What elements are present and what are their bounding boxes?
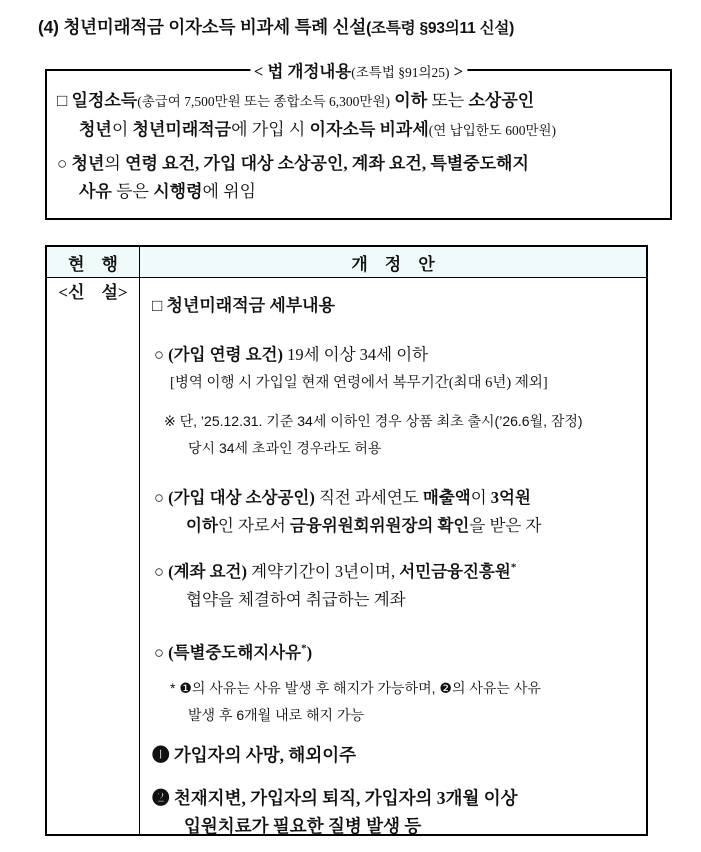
- text-segment: (연 납입한도 600만원): [428, 123, 557, 138]
- text-segment: (가입 연령 요건): [168, 345, 283, 364]
- small-business-requirement-line-1: [154, 484, 646, 511]
- text-segment: 청년미래적금 세부내용: [166, 296, 336, 315]
- small-business-requirement-line-2: [186, 512, 646, 539]
- income-condition-line-1: [57, 87, 662, 116]
- page-title-ref: (조특령 §93의11 신설): [366, 20, 515, 37]
- termination-reason-2-line-1: [152, 785, 646, 812]
- text-segment: 에 가입 시: [231, 120, 310, 139]
- page-title-main: (4) 청년미래적금 이자소득 비과세 특례 신설: [38, 17, 367, 37]
- text-segment: 이하: [390, 91, 428, 110]
- square-bullet-icon: □: [152, 296, 167, 315]
- text-segment: 이: [111, 120, 133, 139]
- text-segment: 연령 요건, 가입 대상 소상공인, 계좌 요건, 특별중도해지: [125, 154, 529, 173]
- account-requirement-line-1: [154, 558, 646, 585]
- circled-2-icon: ❷: [152, 788, 174, 808]
- circled-1-icon: ❶: [152, 745, 174, 765]
- text-segment: 서민금융진흥원: [399, 562, 511, 581]
- income-condition-line-2: [79, 116, 662, 145]
- text-segment: 일정소득: [71, 91, 138, 110]
- law-box-title: [250, 58, 467, 82]
- legend-open-bracket: <: [253, 62, 268, 81]
- current-cell: <신 설>: [46, 278, 140, 836]
- comparison-table: [45, 245, 648, 836]
- military-service-note: [병역 이행 시 가입일 현재 연령에서 복무기간(최대 6년) 제외]: [170, 375, 548, 391]
- text-segment: 등은: [111, 182, 154, 201]
- text-segment: (가입 대상 소상공인): [168, 488, 315, 507]
- age-exception-note-line-1: ※ 단, ’25.12.31. 기준 34세 이하인 경우 상품 최초 출시(’26.6월, 잠정): [164, 413, 583, 429]
- text-segment: (계좌 요건): [168, 562, 247, 581]
- asterisk-superscript: *: [301, 642, 307, 655]
- text-segment: 에 위임: [202, 182, 257, 201]
- text-segment: 19세 이상 34세 이하: [282, 345, 429, 364]
- circle-bullet-icon: ○: [154, 488, 169, 507]
- circle-bullet-icon: ○: [154, 345, 169, 364]
- text-segment: 시행령: [153, 182, 203, 201]
- delegation-line-2: [79, 178, 662, 206]
- special-termination-heading: [154, 639, 646, 666]
- text-segment: 청년미래적금: [132, 120, 232, 139]
- revised-column-header: 개 정 안: [140, 246, 648, 278]
- account-requirement-line-2: 협약을 체결하여 취급하는 계좌: [186, 590, 406, 609]
- age-exception-note-line-2: 당시 34세 초과인 경우라도 허용: [188, 440, 382, 456]
- text-segment: 을 받은 자: [469, 516, 542, 535]
- text-segment: 3억원: [490, 488, 531, 507]
- text-segment: 인 자로서: [217, 516, 290, 535]
- text-segment: 또는: [427, 91, 469, 110]
- text-segment: 이: [470, 488, 491, 507]
- termination-reason-1: [152, 742, 646, 769]
- text-segment: (총급여 7,500만원 또는 종합소득 6,300만원): [137, 94, 391, 109]
- text-segment: 청년: [71, 154, 105, 173]
- delegation-line-1: [57, 150, 662, 178]
- text-segment: 의: [104, 154, 126, 173]
- current-column-header: 현 행: [46, 246, 140, 278]
- legend-close-bracket: >: [449, 62, 464, 81]
- termination-reason-2-line-2: 입원치료가 필요한 질병 발생 등: [184, 816, 422, 836]
- text-segment: ): [306, 643, 313, 662]
- text-segment: 매출액: [422, 488, 471, 507]
- detail-heading: [152, 292, 646, 319]
- text-segment: 이자소득 비과세: [309, 120, 429, 139]
- text-segment: 직전 과세연도: [314, 488, 423, 507]
- table-body-row: [46, 278, 647, 836]
- circle-bullet-icon: ○: [154, 562, 169, 581]
- legend-law-ref: (조특법 §91의25): [351, 65, 450, 80]
- termination-footnote-line-2: 발생 후 6개월 내로 해지 가능: [188, 707, 364, 723]
- text-segment: 계약기간이 3년이며,: [246, 562, 400, 581]
- text-segment: 청년: [79, 120, 112, 139]
- law-amendment-box: [45, 62, 672, 220]
- age-requirement: [154, 341, 646, 368]
- text-segment: 사유: [79, 182, 112, 201]
- text-segment: 이하: [186, 516, 218, 535]
- text-segment: 소상공인: [468, 91, 535, 110]
- asterisk-superscript: *: [510, 561, 517, 574]
- text-segment: 가입자의 사망, 해외이주: [173, 745, 357, 765]
- table-header-row: [46, 246, 647, 278]
- revised-cell: [140, 278, 648, 836]
- page-title: [38, 14, 701, 39]
- legend-title: 법 개정내용: [267, 62, 352, 81]
- square-bullet-icon: □: [57, 91, 72, 110]
- circle-bullet-icon: ○: [154, 643, 169, 662]
- circle-bullet-icon: ○: [57, 154, 72, 173]
- text-segment: (특별중도해지사유: [168, 643, 302, 662]
- text-segment: 금융위원회위원장의 확인: [289, 516, 470, 535]
- text-segment: 천재지변, 가입자의 퇴직, 가입자의 3개월 이상: [173, 788, 518, 808]
- termination-footnote-line-1: * ❶의 사유는 사유 발생 후 해지가 가능하며, ❷의 사유는 사유: [170, 680, 541, 696]
